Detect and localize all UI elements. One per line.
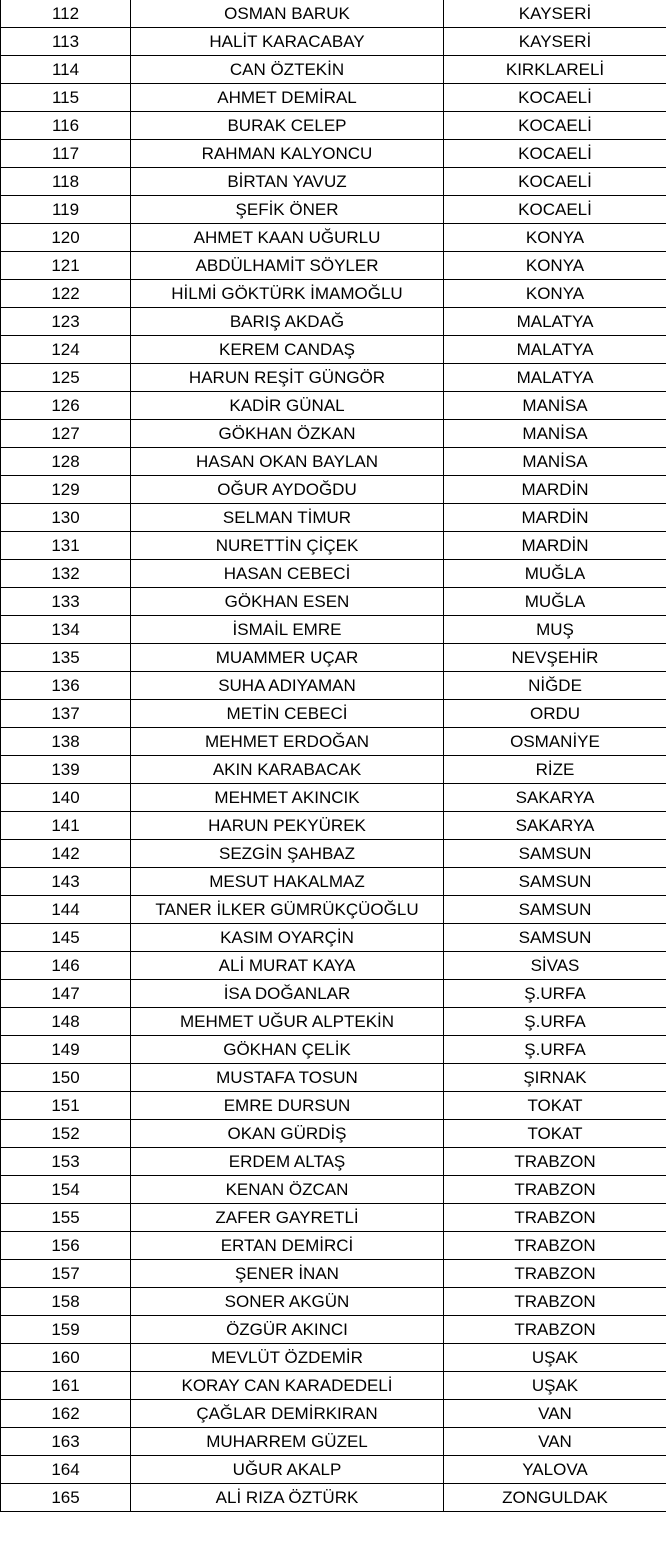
table-row (1, 1372, 666, 1400)
table-row (1, 504, 666, 532)
row-number-cell: 137 (1, 700, 131, 728)
row-number-cell: 161 (1, 1372, 131, 1400)
city-cell: VAN (444, 1428, 666, 1456)
table-row (1, 784, 666, 812)
row-number-cell: 124 (1, 336, 131, 364)
row-number-cell: 119 (1, 196, 131, 224)
city-cell: KIRKLARELİ (444, 56, 666, 84)
city-cell: OSMANİYE (444, 728, 666, 756)
table-row (1, 280, 666, 308)
table-row (1, 336, 666, 364)
person-name-cell: ERDEM ALTAŞ (131, 1148, 444, 1176)
city-cell: SAMSUN (444, 924, 666, 952)
city-cell: SAMSUN (444, 868, 666, 896)
person-name-cell: ALİ RIZA ÖZTÜRK (131, 1484, 444, 1512)
row-number-cell: 163 (1, 1428, 131, 1456)
person-name-cell: MEHMET AKINCIK (131, 784, 444, 812)
row-number-cell: 112 (1, 0, 131, 28)
row-number-cell: 159 (1, 1316, 131, 1344)
city-cell: MALATYA (444, 336, 666, 364)
person-name-cell: GÖKHAN ÇELİK (131, 1036, 444, 1064)
table-row (1, 1064, 666, 1092)
table-row (1, 28, 666, 56)
table-row (1, 896, 666, 924)
row-number-cell: 150 (1, 1064, 131, 1092)
city-cell: UŞAK (444, 1344, 666, 1372)
city-cell: Ş.URFA (444, 1036, 666, 1064)
city-cell: NEVŞEHİR (444, 644, 666, 672)
table-row (1, 1484, 666, 1512)
table-row (1, 532, 666, 560)
person-name-cell: MUAMMER UÇAR (131, 644, 444, 672)
table-row (1, 1344, 666, 1372)
city-cell: Ş.URFA (444, 1008, 666, 1036)
person-name-cell: UĞUR AKALP (131, 1456, 444, 1484)
row-number-cell: 151 (1, 1092, 131, 1120)
row-number-cell: 141 (1, 812, 131, 840)
person-name-cell: KADİR GÜNAL (131, 392, 444, 420)
person-name-cell: İSMAİL EMRE (131, 616, 444, 644)
row-number-cell: 125 (1, 364, 131, 392)
table-row (1, 1400, 666, 1428)
city-cell: KAYSERİ (444, 28, 666, 56)
person-name-cell: NURETTİN ÇİÇEK (131, 532, 444, 560)
person-name-cell: MEHMET ERDOĞAN (131, 728, 444, 756)
row-number-cell: 127 (1, 420, 131, 448)
table-row (1, 868, 666, 896)
city-cell: KOCAELİ (444, 168, 666, 196)
table-row (1, 140, 666, 168)
row-number-cell: 149 (1, 1036, 131, 1064)
person-name-cell: HARUN PEKYÜREK (131, 812, 444, 840)
person-name-cell: KEREM CANDAŞ (131, 336, 444, 364)
row-number-cell: 122 (1, 280, 131, 308)
table-row (1, 700, 666, 728)
table-row (1, 672, 666, 700)
city-cell: TRABZON (444, 1260, 666, 1288)
city-cell: MARDİN (444, 504, 666, 532)
person-name-cell: BİRTAN YAVUZ (131, 168, 444, 196)
person-name-cell: GÖKHAN ÖZKAN (131, 420, 444, 448)
person-name-cell: SONER AKGÜN (131, 1288, 444, 1316)
table-row (1, 84, 666, 112)
row-number-cell: 147 (1, 980, 131, 1008)
row-number-cell: 120 (1, 224, 131, 252)
row-number-cell: 121 (1, 252, 131, 280)
row-number-cell: 162 (1, 1400, 131, 1428)
row-number-cell: 132 (1, 560, 131, 588)
city-cell: UŞAK (444, 1372, 666, 1400)
person-name-cell: ERTAN DEMİRCİ (131, 1232, 444, 1260)
table-row (1, 980, 666, 1008)
person-name-cell: SUHA ADIYAMAN (131, 672, 444, 700)
row-number-cell: 160 (1, 1344, 131, 1372)
city-cell: MUŞ (444, 616, 666, 644)
table-row (1, 1036, 666, 1064)
city-cell: ŞIRNAK (444, 1064, 666, 1092)
table-row (1, 112, 666, 140)
table-row (1, 644, 666, 672)
row-number-cell: 136 (1, 672, 131, 700)
row-number-cell: 142 (1, 840, 131, 868)
row-number-cell: 152 (1, 1120, 131, 1148)
person-name-cell: CAN ÖZTEKİN (131, 56, 444, 84)
row-number-cell: 158 (1, 1288, 131, 1316)
city-cell: MALATYA (444, 308, 666, 336)
row-number-cell: 118 (1, 168, 131, 196)
city-cell: SAMSUN (444, 840, 666, 868)
person-name-cell: MUHARREM GÜZEL (131, 1428, 444, 1456)
row-number-cell: 135 (1, 644, 131, 672)
city-cell: MARDİN (444, 532, 666, 560)
city-cell: MANİSA (444, 420, 666, 448)
person-name-cell: AKIN KARABACAK (131, 756, 444, 784)
row-number-cell: 114 (1, 56, 131, 84)
person-name-cell: MUSTAFA TOSUN (131, 1064, 444, 1092)
person-name-cell: ÖZGÜR AKINCI (131, 1316, 444, 1344)
person-name-cell: AHMET DEMİRAL (131, 84, 444, 112)
table-row (1, 0, 666, 28)
person-name-cell: EMRE DURSUN (131, 1092, 444, 1120)
city-cell: VAN (444, 1400, 666, 1428)
city-cell: MARDİN (444, 476, 666, 504)
city-cell: TOKAT (444, 1120, 666, 1148)
city-cell: TRABZON (444, 1176, 666, 1204)
person-name-cell: HARUN REŞİT GÜNGÖR (131, 364, 444, 392)
city-cell: SAKARYA (444, 784, 666, 812)
row-number-cell: 145 (1, 924, 131, 952)
table-row (1, 588, 666, 616)
row-number-cell: 117 (1, 140, 131, 168)
table-row (1, 392, 666, 420)
row-number-cell: 133 (1, 588, 131, 616)
person-name-cell: RAHMAN KALYONCU (131, 140, 444, 168)
table-row (1, 168, 666, 196)
city-cell: Ş.URFA (444, 980, 666, 1008)
city-cell: TRABZON (444, 1148, 666, 1176)
table-row (1, 364, 666, 392)
person-name-cell: HASAN OKAN BAYLAN (131, 448, 444, 476)
city-cell: KOCAELİ (444, 84, 666, 112)
person-name-cell: KENAN ÖZCAN (131, 1176, 444, 1204)
person-name-cell: HİLMİ GÖKTÜRK İMAMOĞLU (131, 280, 444, 308)
city-cell: KOCAELİ (444, 140, 666, 168)
city-cell: TRABZON (444, 1316, 666, 1344)
table-row (1, 1176, 666, 1204)
person-name-cell: BARIŞ AKDAĞ (131, 308, 444, 336)
person-name-cell: METİN CEBECİ (131, 700, 444, 728)
person-name-cell: HASAN CEBECİ (131, 560, 444, 588)
row-number-cell: 165 (1, 1484, 131, 1512)
table-row (1, 1456, 666, 1484)
person-name-cell: ZAFER GAYRETLİ (131, 1204, 444, 1232)
person-name-cell: ABDÜLHAMİT SÖYLER (131, 252, 444, 280)
person-name-cell: KASIM OYARÇİN (131, 924, 444, 952)
table-row (1, 1316, 666, 1344)
table-row (1, 924, 666, 952)
row-number-cell: 115 (1, 84, 131, 112)
person-name-cell: ŞENER İNAN (131, 1260, 444, 1288)
row-number-cell: 153 (1, 1148, 131, 1176)
city-cell: MALATYA (444, 364, 666, 392)
city-cell: KONYA (444, 252, 666, 280)
table-row (1, 420, 666, 448)
person-name-cell: MEHMET UĞUR ALPTEKİN (131, 1008, 444, 1036)
row-number-cell: 148 (1, 1008, 131, 1036)
table-row (1, 1232, 666, 1260)
city-cell: KOCAELİ (444, 112, 666, 140)
person-name-cell: ÇAĞLAR DEMİRKIRAN (131, 1400, 444, 1428)
row-number-cell: 126 (1, 392, 131, 420)
row-number-cell: 143 (1, 868, 131, 896)
row-number-cell: 116 (1, 112, 131, 140)
city-cell: MUĞLA (444, 560, 666, 588)
city-cell: MANİSA (444, 448, 666, 476)
row-number-cell: 146 (1, 952, 131, 980)
table-row (1, 224, 666, 252)
city-cell: KAYSERİ (444, 0, 666, 28)
person-name-cell: SELMAN TİMUR (131, 504, 444, 532)
table-row (1, 728, 666, 756)
city-cell: NİĞDE (444, 672, 666, 700)
row-number-cell: 157 (1, 1260, 131, 1288)
table-row (1, 1288, 666, 1316)
city-cell: KONYA (444, 224, 666, 252)
row-number-cell: 144 (1, 896, 131, 924)
table-row (1, 1260, 666, 1288)
person-name-cell: OKAN GÜRDİŞ (131, 1120, 444, 1148)
table-row (1, 476, 666, 504)
row-number-cell: 139 (1, 756, 131, 784)
person-name-cell: ALİ MURAT KAYA (131, 952, 444, 980)
table-row (1, 1120, 666, 1148)
row-number-cell: 155 (1, 1204, 131, 1232)
row-number-cell: 113 (1, 28, 131, 56)
row-number-cell: 140 (1, 784, 131, 812)
table-row (1, 840, 666, 868)
person-name-cell: BURAK CELEP (131, 112, 444, 140)
city-cell: TRABZON (444, 1288, 666, 1316)
row-number-cell: 164 (1, 1456, 131, 1484)
city-cell: TRABZON (444, 1204, 666, 1232)
table-row (1, 756, 666, 784)
table-row (1, 308, 666, 336)
table-row (1, 252, 666, 280)
person-name-cell: SEZGİN ŞAHBAZ (131, 840, 444, 868)
city-cell: YALOVA (444, 1456, 666, 1484)
table-row (1, 1008, 666, 1036)
row-number-cell: 134 (1, 616, 131, 644)
city-cell: MANİSA (444, 392, 666, 420)
person-name-cell: İSA DOĞANLAR (131, 980, 444, 1008)
row-number-cell: 131 (1, 532, 131, 560)
person-name-cell: OSMAN BARUK (131, 0, 444, 28)
table-row (1, 196, 666, 224)
city-cell: TOKAT (444, 1092, 666, 1120)
table-row (1, 1148, 666, 1176)
table-row (1, 616, 666, 644)
row-number-cell: 154 (1, 1176, 131, 1204)
city-cell: RİZE (444, 756, 666, 784)
table-row (1, 812, 666, 840)
row-number-cell: 130 (1, 504, 131, 532)
table-row (1, 448, 666, 476)
person-name-cell: KORAY CAN KARADEDELİ (131, 1372, 444, 1400)
person-name-cell: OĞUR AYDOĞDU (131, 476, 444, 504)
city-cell: KOCAELİ (444, 196, 666, 224)
city-cell: SAMSUN (444, 896, 666, 924)
city-cell: ZONGULDAK (444, 1484, 666, 1512)
table-row (1, 56, 666, 84)
table-body (1, 0, 666, 1512)
city-cell: SİVAS (444, 952, 666, 980)
person-name-cell: ŞEFİK ÖNER (131, 196, 444, 224)
table-row (1, 560, 666, 588)
row-number-cell: 129 (1, 476, 131, 504)
person-name-cell: GÖKHAN ESEN (131, 588, 444, 616)
person-name-cell: AHMET KAAN UĞURLU (131, 224, 444, 252)
table-row (1, 1428, 666, 1456)
row-number-cell: 138 (1, 728, 131, 756)
table-row (1, 1204, 666, 1232)
person-name-cell: HALİT KARACABAY (131, 28, 444, 56)
row-number-cell: 156 (1, 1232, 131, 1260)
city-cell: MUĞLA (444, 588, 666, 616)
table-row (1, 1092, 666, 1120)
row-number-cell: 123 (1, 308, 131, 336)
person-name-cell: MEVLÜT ÖZDEMİR (131, 1344, 444, 1372)
city-cell: ORDU (444, 700, 666, 728)
city-cell: TRABZON (444, 1232, 666, 1260)
row-number-cell: 128 (1, 448, 131, 476)
table-row (1, 952, 666, 980)
person-name-cell: TANER İLKER GÜMRÜKÇÜOĞLU (131, 896, 444, 924)
city-cell: SAKARYA (444, 812, 666, 840)
city-cell: KONYA (444, 280, 666, 308)
person-name-cell: MESUT HAKALMAZ (131, 868, 444, 896)
